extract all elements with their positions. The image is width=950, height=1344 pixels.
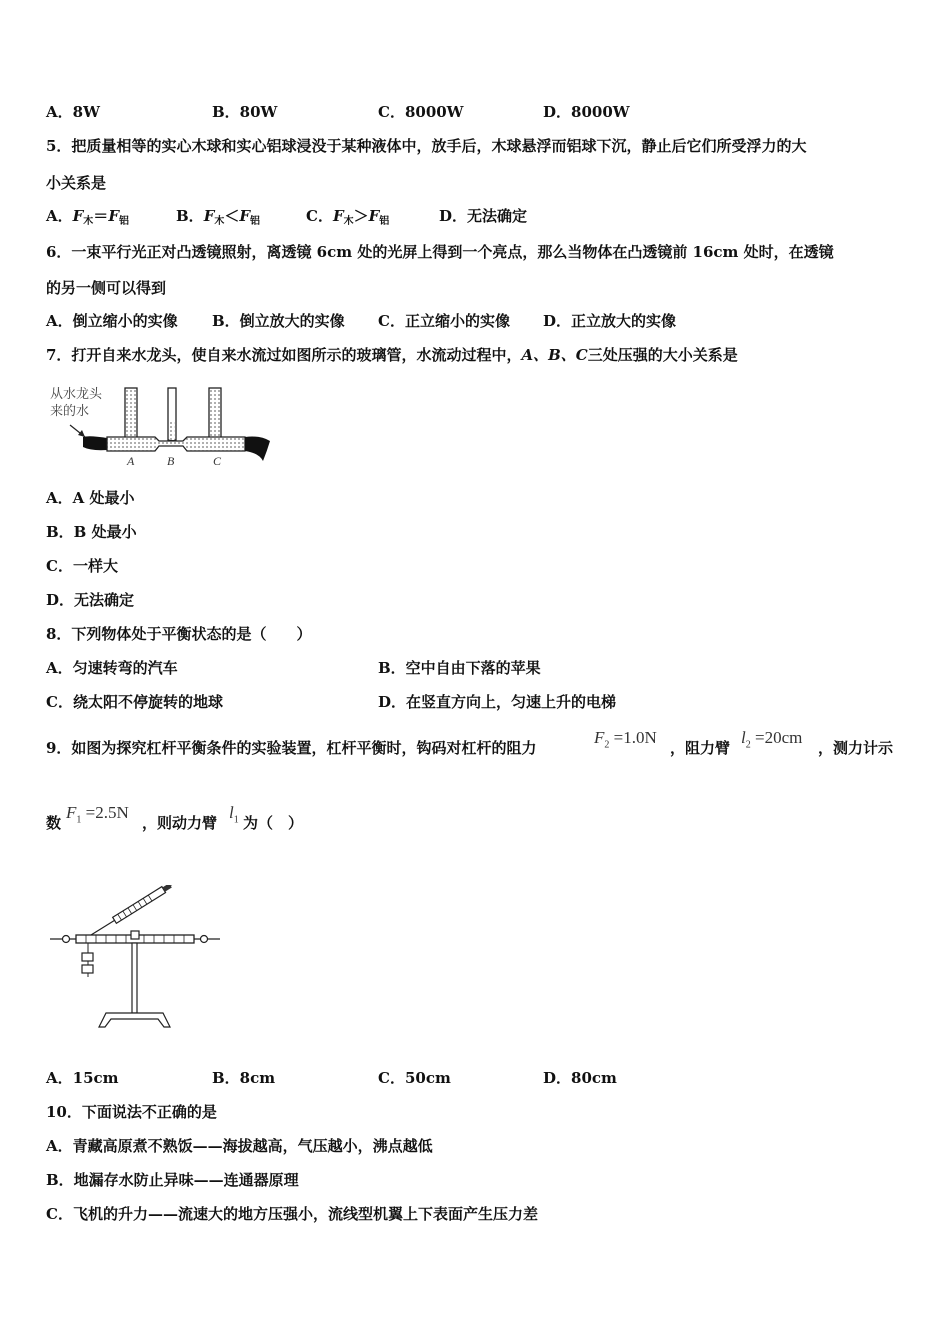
q6-stem-line1: 6．一束平行光正对凸透镜照射，离透镜 6cm 处的光屏上得到一个亮点，那么当物体在凸透镜前 16cm 处时，在透镜 xyxy=(46,243,834,261)
q8-option-a: A．匀速转弯的汽车 xyxy=(46,659,178,677)
q9-lever-figure xyxy=(48,885,223,1033)
spring-scale xyxy=(89,885,181,938)
q7-figure-caption: 从水龙头 来的水 xyxy=(50,387,103,419)
q5-option-a: A．$F_木=F_铝$ xyxy=(46,207,129,227)
q5-option-c: C．$F_木>F_铝$ xyxy=(306,207,390,227)
q10-option-b: B．地漏存水防止异味——连通器原理 xyxy=(46,1171,299,1189)
q9-option-d: D．80cm xyxy=(543,1069,617,1087)
q7-tube-figure xyxy=(45,385,275,470)
q4-option-a: A．8W xyxy=(46,103,100,121)
q9-f1-formula: $F_1 =2.5N$ xyxy=(66,803,129,826)
q7-option-b: B．B 处最小 xyxy=(46,523,137,541)
q9-f2-formula: $F_2 =1.0N$ xyxy=(594,728,657,751)
q9-option-c: C．50cm xyxy=(378,1069,451,1087)
q6-option-b: B．倒立放大的实像 xyxy=(212,312,345,330)
q7-option-c: C．一样大 xyxy=(46,557,118,575)
q9-l1-formula: $l_1$ xyxy=(229,803,239,826)
q7-label-c: C xyxy=(213,454,222,468)
q6-option-a: A．倒立缩小的实像 xyxy=(46,312,178,330)
q8-option-b: B．空中自由下落的苹果 xyxy=(378,659,541,677)
q6-option-d: D．正立放大的实像 xyxy=(543,312,677,330)
q7-stem: 7．打开自来水龙头，使自来水流过如图所示的玻璃管，水流动过程中，A、B、C三处压强的大小关系是 xyxy=(46,346,738,364)
q9-l2-formula: $l_2 =20cm$ xyxy=(741,728,803,751)
q8-option-c: C．绕太阳不停旋转的地球 xyxy=(46,693,223,711)
q9-stem-part3: ，测力计示 xyxy=(818,739,894,757)
q9-option-a: A．15cm xyxy=(46,1069,119,1087)
q4-option-d: D．8000W xyxy=(543,103,630,121)
q7-option-a: A．A 处最小 xyxy=(46,489,135,507)
q5-stem-line1: 5．把质量相等的实心木球和实心铝球浸没于某种液体中，放手后，木球悬浮而铝球下沉，静止后它们所受浮力的大 xyxy=(46,137,807,155)
q6-option-c: C．正立缩小的实像 xyxy=(378,312,510,330)
q4-option-c: C．8000W xyxy=(378,103,464,121)
q9-option-b: B．8cm xyxy=(212,1069,276,1087)
q6-stem-line2: 的另一侧可以得到 xyxy=(46,279,167,297)
q8-option-d: D．在竖直方向上，匀速上升的电梯 xyxy=(378,693,617,711)
q7-label-a: A xyxy=(127,454,135,468)
q9-stem-part5: ，则动力臂 xyxy=(142,814,218,832)
q9-stem-part4: 数 xyxy=(46,814,62,832)
q4-option-b: B．80W xyxy=(212,103,278,121)
q10-stem: 10．下面说法不正确的是 xyxy=(46,1103,217,1121)
q10-option-c: C．飞机的升力——流速大的地方压强小，流线型机翼上下表面产生压力差 xyxy=(46,1205,538,1223)
q5-option-d: D．无法确定 xyxy=(439,207,528,225)
q5-option-b: B．$F_木<F_铝$ xyxy=(176,207,261,227)
q7-option-d: D．无法确定 xyxy=(46,591,135,609)
q7-label-b: B xyxy=(167,454,175,468)
q9-stem-part6: 为（ ） xyxy=(243,814,304,832)
q9-stem-part2: ，阻力臂 xyxy=(670,739,731,757)
q10-option-a: A．青藏高原煮不熟饭——海拔越高，气压越小，沸点越低 xyxy=(46,1137,433,1155)
q9-stem-part1: 9．如图为探究杠杆平衡条件的实验装置，杠杆平衡时，钩码对杠杆的阻力 xyxy=(46,739,537,757)
q8-stem: 8．下列物体处于平衡状态的是（ ） xyxy=(46,625,312,643)
q5-stem-line2: 小关系是 xyxy=(46,174,107,192)
